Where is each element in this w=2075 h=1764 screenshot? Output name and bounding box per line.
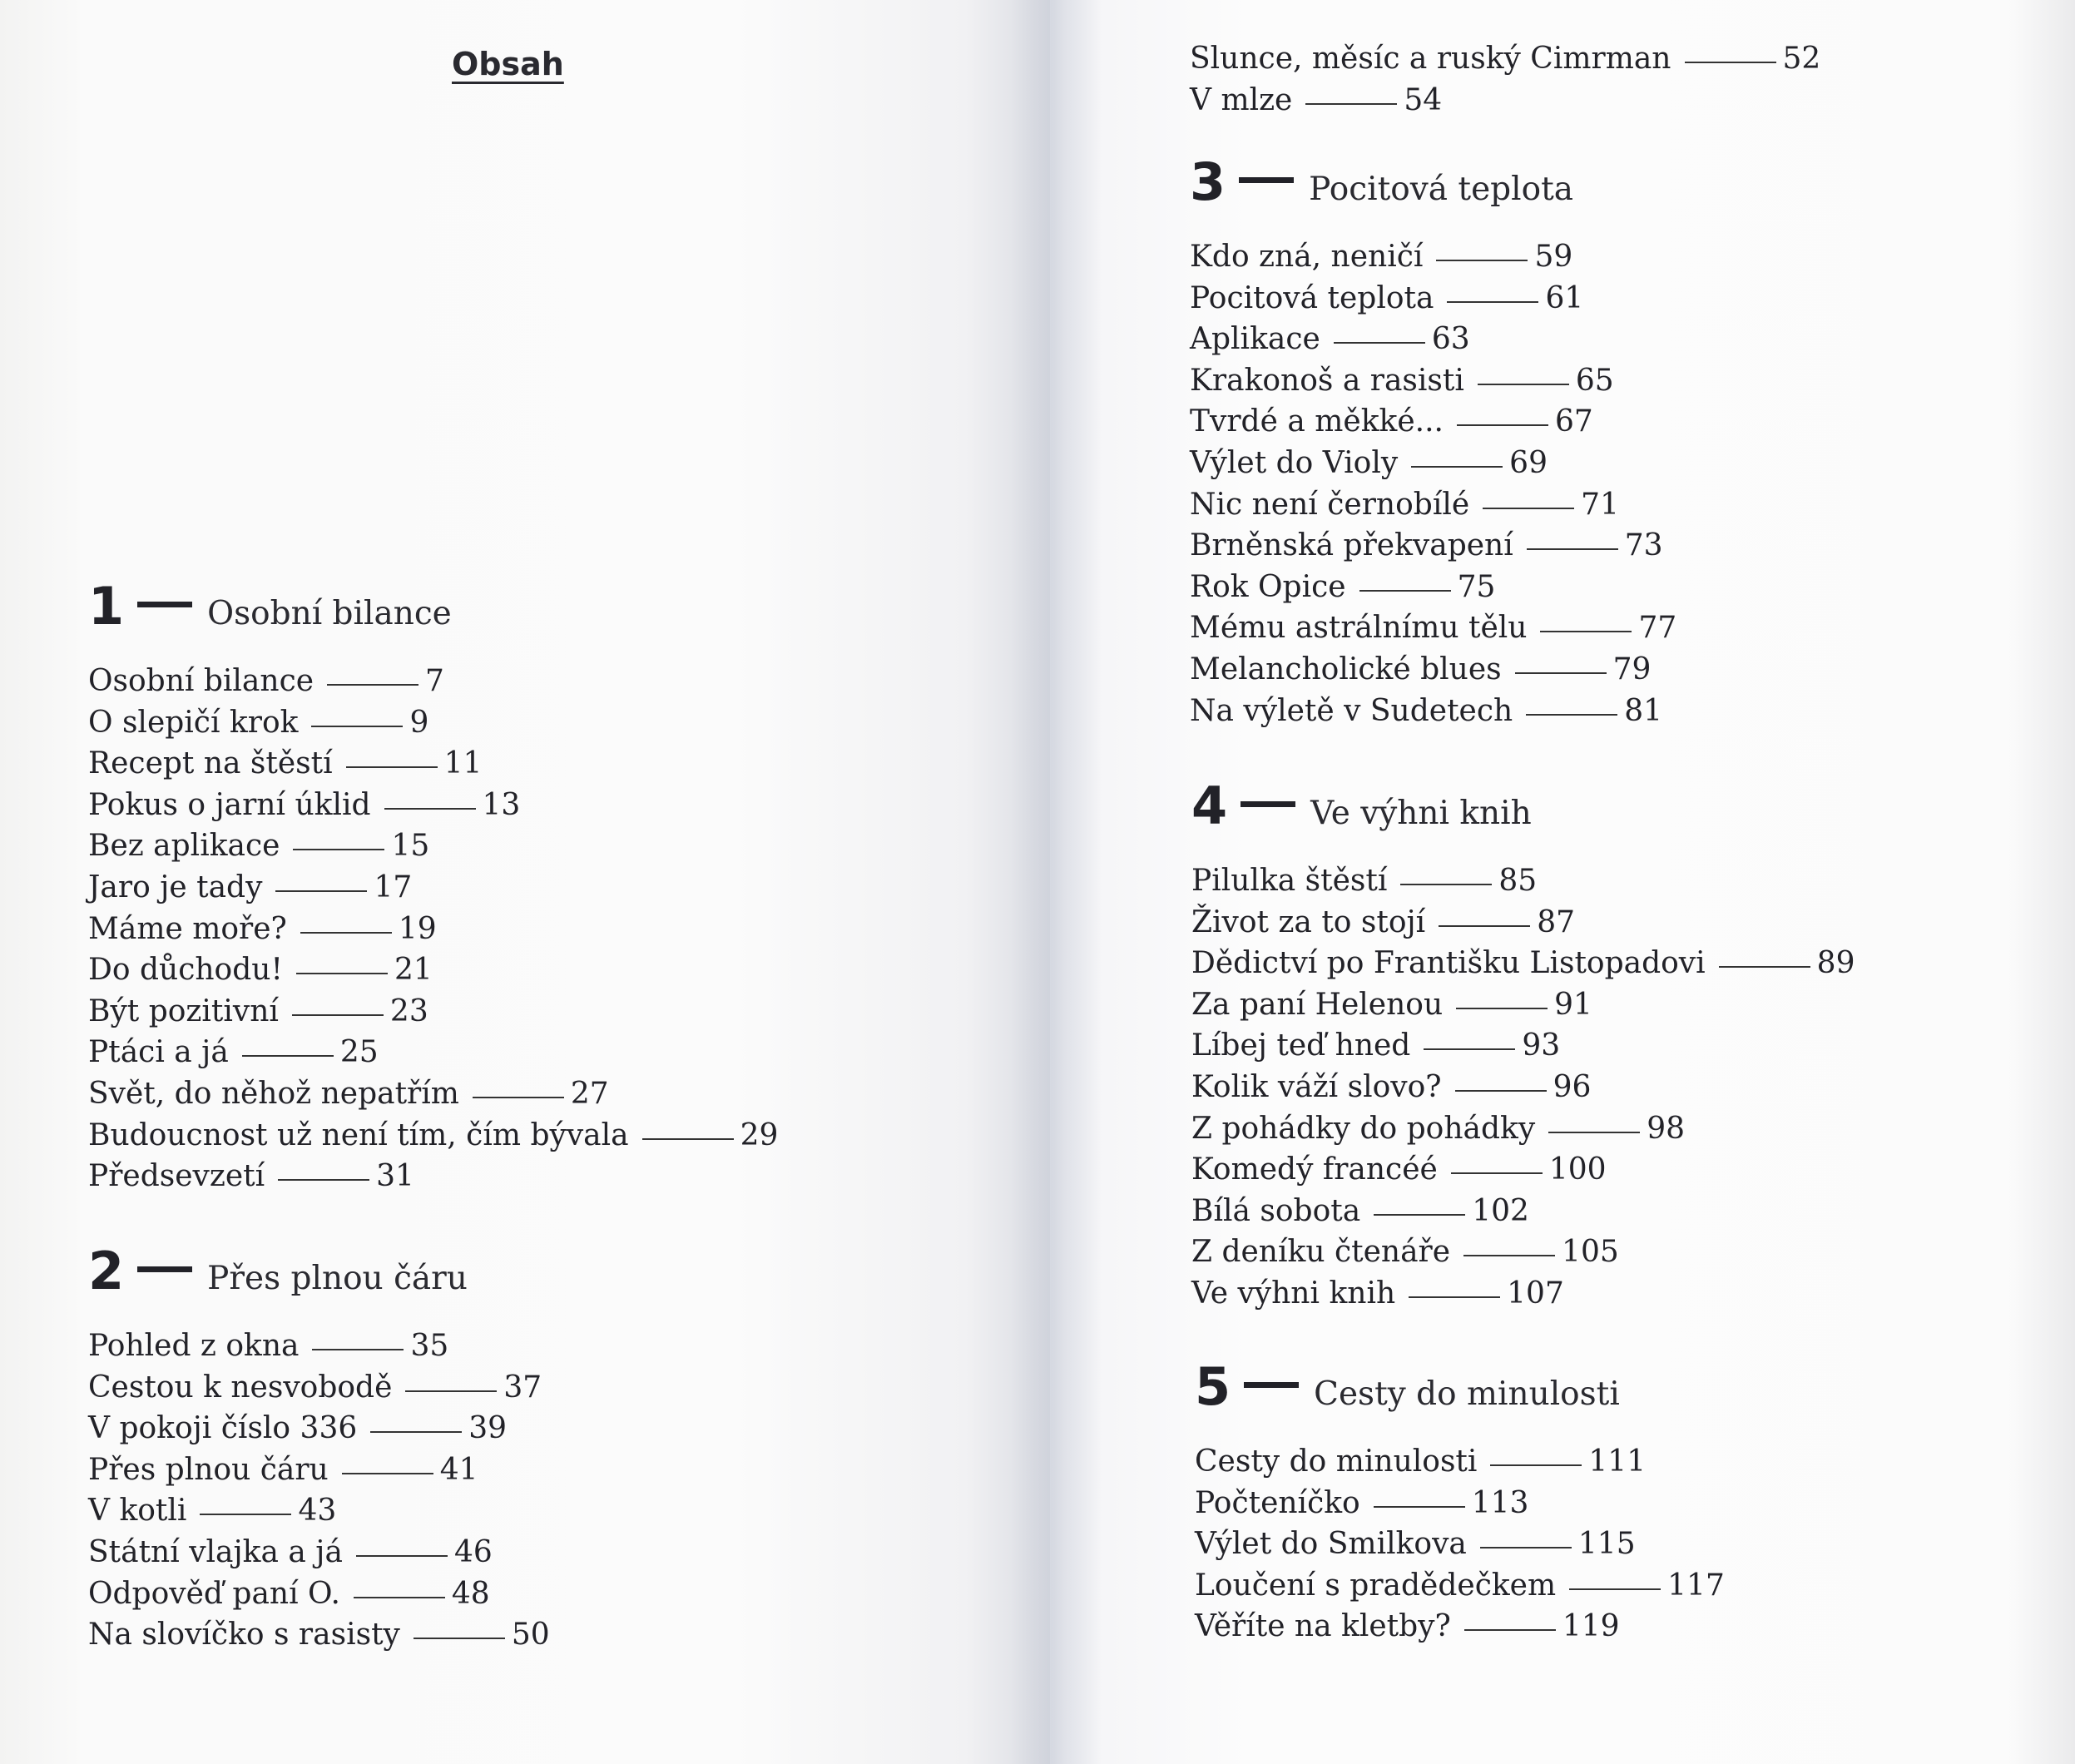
leader-line: [1451, 1172, 1543, 1174]
toc-entry: [1191, 984, 1855, 1026]
entry-page: 105: [1562, 1235, 1619, 1270]
entry-title: Život za to stojí: [1191, 904, 1426, 939]
entry-title: V mlze: [1190, 82, 1293, 117]
toc-entry: [1190, 278, 1676, 320]
section-heading: [1195, 1356, 1725, 1415]
entry-page: 59: [1534, 240, 1573, 274]
entry-page: 113: [1471, 1485, 1529, 1520]
entry-title: Z pohádky do pohádky: [1191, 1111, 1536, 1146]
entry-page: 27: [570, 1076, 609, 1111]
leader-line: [1409, 1296, 1500, 1298]
entry-page: 93: [1522, 1028, 1561, 1063]
leader-line: [1685, 62, 1776, 63]
entry-page: 98: [1647, 1111, 1686, 1146]
leader-line: [1424, 1048, 1515, 1050]
leader-line: [293, 849, 384, 850]
toc-entry: [88, 1614, 550, 1656]
toc-entry: [1190, 484, 1676, 526]
section-title: Přes plnou čáru: [207, 1260, 468, 1297]
leader-line: [370, 1431, 462, 1433]
entry-title: Výlet do Violy: [1190, 445, 1399, 480]
leader-line: [1436, 260, 1528, 261]
toc-entry: [1195, 1606, 1725, 1648]
entry-title: Počteníčko: [1195, 1485, 1360, 1520]
entry-page: 75: [1457, 569, 1496, 604]
entry-title: Cesty do minulosti: [1195, 1444, 1478, 1479]
leader-line: [1305, 103, 1397, 105]
entry-page: 89: [1816, 946, 1855, 981]
continued-entries: [1190, 38, 1820, 121]
section-2: [88, 1241, 550, 1656]
entry-title: Státní vlajka a já: [88, 1534, 343, 1569]
entry-title: Líbej teď hned: [1191, 1028, 1411, 1063]
toc-entry: [88, 1156, 778, 1197]
entry-title: Budoucnost už není tím, čím bývala: [88, 1117, 629, 1152]
section-heading: [1191, 775, 1855, 834]
entry-page: 63: [1431, 322, 1470, 357]
section-title: Pocitová teplota: [1309, 171, 1574, 208]
leader-line: [1464, 1629, 1556, 1631]
leader-line: [1457, 424, 1548, 426]
leader-line: [1540, 631, 1632, 632]
leader-line: [1478, 384, 1569, 385]
entry-page: 9: [409, 705, 429, 740]
section-dash: [1241, 801, 1295, 807]
toc-entry: [88, 1573, 550, 1615]
entry-page: 96: [1553, 1069, 1592, 1104]
leader-line: [346, 766, 438, 768]
section-title: Cesty do minulosti: [1314, 1375, 1620, 1413]
toc-entry: [1190, 443, 1676, 484]
entry-page: 65: [1575, 363, 1614, 398]
leader-line: [1400, 884, 1492, 885]
toc-entry: [88, 991, 778, 1033]
toc-entry: [1191, 902, 1855, 944]
toc-entry: [1195, 1565, 1725, 1607]
leader-line: [292, 1014, 384, 1016]
entry-page: 39: [468, 1411, 508, 1446]
toc-entry: [1190, 360, 1676, 402]
leader-line: [1526, 714, 1617, 716]
entry-title: Odpověď paní O.: [88, 1576, 340, 1611]
entry-title: Za paní Helenou: [1191, 987, 1444, 1022]
toc-entry: [88, 1073, 778, 1115]
entry-page: 73: [1624, 528, 1663, 563]
toc-entry: [88, 825, 778, 867]
section-number: 3: [1190, 151, 1226, 212]
entry-title: Kolik váží slovo?: [1191, 1069, 1442, 1104]
toc-entry: [1191, 1231, 1855, 1273]
entry-page: 15: [391, 829, 430, 864]
toc-entry: [1190, 38, 1820, 80]
toc-entry: [88, 909, 778, 950]
leader-line: [1548, 1132, 1640, 1133]
entry-list: [88, 661, 778, 1197]
entry-title: Jaro je tady: [88, 870, 263, 904]
leader-line: [356, 1555, 448, 1557]
entry-page: 19: [398, 911, 437, 946]
toc-entry: [1190, 236, 1676, 278]
entry-title: Melancholické blues: [1190, 652, 1502, 686]
leader-line: [242, 1055, 334, 1057]
entry-title: O slepičí krok: [88, 705, 299, 740]
section-number: 1: [88, 576, 125, 637]
entry-title: Na výletě v Sudetech: [1190, 693, 1513, 728]
leader-line: [1359, 590, 1451, 592]
entry-page: 48: [451, 1576, 490, 1611]
entry-page: 35: [410, 1329, 449, 1363]
section-number: 5: [1195, 1356, 1231, 1417]
toc-entry: [1191, 943, 1855, 984]
entry-page: 37: [503, 1370, 542, 1405]
leader-line: [1456, 1008, 1548, 1009]
toc-entry: [88, 702, 778, 744]
toc-entry: [88, 1490, 550, 1532]
entry-title: V pokoji číslo 336: [88, 1411, 358, 1446]
entry-title: Cestou k nesvobodě: [88, 1370, 393, 1405]
toc-entry: [1195, 1441, 1725, 1483]
entry-page: 81: [1624, 693, 1663, 728]
toc-entry: [88, 661, 778, 702]
section-dash: [137, 1266, 192, 1272]
leader-line: [1483, 508, 1574, 509]
entry-title: Svět, do něhož nepatřím: [88, 1076, 459, 1111]
leader-line: [1463, 1255, 1555, 1256]
leader-line: [1480, 1547, 1572, 1548]
entry-page: 23: [389, 993, 428, 1028]
toc-entry: [1191, 1273, 1855, 1315]
leader-line: [1490, 1464, 1582, 1466]
toc-entry: [88, 867, 778, 909]
leader-line: [1719, 966, 1810, 968]
page-edge: [2008, 0, 2075, 1764]
entry-title: Mému astrálnímu tělu: [1190, 611, 1528, 646]
leader-line: [642, 1138, 734, 1140]
leader-line: [414, 1638, 505, 1639]
entry-title: Do důchodu!: [88, 953, 283, 988]
entry-title: Ve výhni knih: [1191, 1276, 1396, 1311]
entry-page: 107: [1507, 1276, 1564, 1311]
toc-entry: [1190, 401, 1676, 443]
toc-entry: [1191, 860, 1855, 902]
entry-title: Brněnská překvapení: [1190, 528, 1513, 563]
leader-line: [296, 973, 388, 974]
toc-entry: [1190, 525, 1676, 567]
entry-list: [88, 1325, 550, 1656]
entry-page: 102: [1472, 1193, 1529, 1228]
entry-page: 111: [1588, 1444, 1647, 1479]
leader-line: [1527, 548, 1618, 550]
entry-page: 77: [1638, 611, 1677, 646]
entry-title: Pilulka štěstí: [1191, 864, 1388, 898]
entry-page: 117: [1667, 1568, 1725, 1603]
toc-entry: [1190, 80, 1820, 121]
toc-entry: [1190, 691, 1676, 732]
entry-page: 43: [298, 1494, 337, 1529]
section-dash: [137, 602, 192, 607]
entry-title: Z deníku čtenáře: [1191, 1235, 1451, 1270]
entry-title: Pokus o jarní úklid: [88, 787, 371, 822]
entry-page: 29: [740, 1117, 779, 1152]
leader-line: [278, 1179, 369, 1181]
toc-entry: [88, 1367, 550, 1409]
entry-page: 85: [1498, 864, 1538, 898]
leader-line: [311, 726, 403, 727]
entry-title: Věříte na kletby?: [1195, 1609, 1451, 1644]
entry-page: 21: [394, 953, 433, 988]
section-1: [88, 576, 778, 1197]
leader-line: [1374, 1506, 1465, 1508]
leader-line: [275, 890, 367, 892]
leader-line: [1455, 1090, 1547, 1092]
page-title: Obsah: [452, 46, 564, 82]
section-number: 4: [1191, 775, 1228, 836]
entry-page: 41: [439, 1452, 478, 1487]
leader-line: [1569, 1588, 1661, 1590]
leader-line: [200, 1514, 291, 1515]
entry-title: Recept na štěstí: [88, 746, 333, 781]
entry-page: 79: [1612, 652, 1652, 686]
entry-list: [1195, 1441, 1725, 1648]
book-gutter: [1011, 0, 1102, 1764]
section-title: Osobní bilance: [207, 595, 452, 632]
section-dash: [1244, 1382, 1299, 1388]
entry-page: 71: [1581, 487, 1619, 522]
section-heading: [1190, 151, 1676, 210]
toc-entry: [1195, 1524, 1725, 1565]
entry-page: 61: [1545, 280, 1584, 315]
entry-page: 13: [482, 787, 521, 822]
entry-title: Rok Opice: [1190, 569, 1346, 604]
leader-line: [1374, 1214, 1465, 1216]
section-heading: [88, 1241, 550, 1299]
section-4: [1191, 775, 1855, 1315]
toc-entry: [1190, 607, 1676, 649]
entry-title: Pocitová teplota: [1190, 280, 1434, 315]
entry-page: 17: [374, 870, 413, 904]
toc-entry: [1190, 567, 1676, 608]
leader-line: [1439, 925, 1530, 927]
entry-title: V kotli: [88, 1494, 187, 1529]
section-number: 2: [88, 1241, 125, 1301]
toc-entry: [1191, 1191, 1855, 1232]
toc-entry: [88, 1449, 550, 1491]
toc-entry: [1191, 1149, 1855, 1191]
toc-entry: [88, 785, 778, 826]
entry-title: Nic není černobílé: [1190, 487, 1470, 522]
entry-page: 31: [376, 1159, 414, 1194]
toc-entry: [88, 1408, 550, 1449]
leader-line: [354, 1597, 445, 1598]
leader-line: [300, 932, 392, 934]
section-5: [1195, 1356, 1725, 1648]
toc-entry: [88, 949, 778, 991]
entry-page: 91: [1554, 987, 1592, 1022]
entry-title: Loučení s pradědečkem: [1195, 1568, 1557, 1603]
entry-page: 54: [1404, 82, 1443, 117]
entry-page: 87: [1537, 904, 1576, 939]
leader-line: [384, 808, 476, 810]
entry-title: Předsevzetí: [88, 1159, 265, 1194]
entry-title: Tvrdé a měkké...: [1190, 404, 1444, 439]
entry-page: 50: [511, 1618, 550, 1653]
leader-line: [327, 684, 418, 686]
section-dash: [1239, 177, 1294, 183]
entry-title: Ptáci a já: [88, 1035, 229, 1070]
entry-list: [1190, 236, 1676, 731]
toc-entry: [1190, 319, 1676, 360]
leader-line: [312, 1349, 404, 1350]
entry-title: Přes plnou čáru: [88, 1452, 329, 1487]
entry-title: Bílá sobota: [1191, 1193, 1361, 1228]
entry-page: 25: [339, 1035, 379, 1070]
toc-entry: [88, 743, 778, 785]
toc-entry: [1191, 1025, 1855, 1067]
entry-title: Dědictví po Františku Listopadovi: [1191, 946, 1706, 981]
entry-title: Osobní bilance: [88, 664, 314, 698]
entry-title: Kdo zná, neničí: [1190, 240, 1424, 274]
entry-page: 119: [1562, 1609, 1620, 1644]
leader-line: [342, 1473, 433, 1474]
toc-entry: [88, 1032, 778, 1073]
toc-entry: [88, 1325, 550, 1367]
section-3: [1190, 151, 1676, 731]
entry-list: [1191, 860, 1855, 1315]
section-title: Ve výhni knih: [1310, 795, 1532, 832]
toc-entry: [1195, 1483, 1725, 1524]
section-heading: [88, 576, 778, 637]
entry-title: Být pozitivní: [88, 993, 279, 1028]
entry-title: Výlet do Smilkova: [1195, 1527, 1467, 1562]
entry-page: 46: [453, 1534, 493, 1569]
leader-line: [1411, 466, 1503, 468]
leader-line: [1447, 301, 1538, 303]
entry-page: 115: [1577, 1527, 1636, 1562]
toc-entry: [1190, 649, 1676, 691]
entry-page: 11: [443, 746, 483, 781]
toc-entry: [88, 1532, 550, 1573]
entry-title: Bez aplikace: [88, 829, 280, 864]
entry-title: Aplikace: [1190, 322, 1320, 357]
toc-entry: [1191, 1067, 1855, 1108]
toc-entry: [88, 1115, 778, 1157]
leader-line: [405, 1390, 497, 1392]
entry-page: 52: [1782, 42, 1821, 76]
entry-title: Komedý francéé: [1191, 1152, 1438, 1187]
entry-page: 67: [1554, 404, 1593, 439]
entry-page: 100: [1548, 1152, 1607, 1187]
leader-line: [473, 1097, 564, 1098]
leader-line: [1334, 342, 1425, 344]
entry-title: Krakonoš a rasisti: [1190, 363, 1464, 398]
entry-title: Slunce, měsíc a ruský Cimrman: [1190, 42, 1671, 76]
entry-title: Na slovíčko s rasisty: [88, 1618, 400, 1653]
entry-title: Máme moře?: [88, 911, 287, 946]
entry-page: 69: [1509, 445, 1548, 480]
entry-page: 7: [425, 664, 444, 698]
toc-entry: [1191, 1108, 1855, 1150]
leader-line: [1515, 672, 1607, 674]
entry-title: Pohled z okna: [88, 1329, 300, 1363]
